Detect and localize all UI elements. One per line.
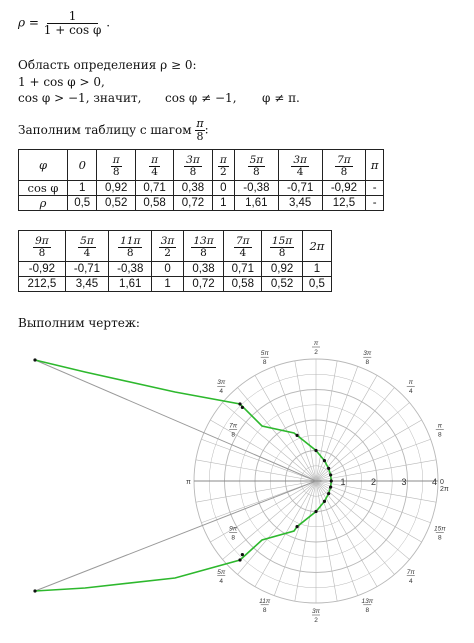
domain-title: Область определения ρ ≥ 0: (18, 58, 197, 72)
table2-rho-4: 0,72 (183, 277, 224, 292)
curve-point-11 (323, 500, 326, 503)
angle-label-7-den: 8 (231, 534, 235, 542)
table1-header-7-fraction (335, 155, 353, 178)
two-pi-label: 2π (440, 486, 449, 493)
domain-condition-2c: φ ≠ π. (262, 91, 300, 105)
table1-header-5-num: 5π (249, 153, 264, 166)
angle-label-0-den: 2 (314, 349, 318, 356)
table2-cos-3: 0 (152, 262, 183, 277)
curve-point-6 (314, 449, 317, 452)
table2-header-2 (109, 231, 152, 262)
angle-label-6-num: π (437, 422, 442, 430)
table2-rho-6: 0,52 (262, 277, 303, 292)
angle-label-10-num: 7π (406, 568, 415, 576)
curve-point-0 (33, 358, 36, 361)
table2-header-5 (224, 231, 262, 262)
angle-label-3-num: 3π (217, 379, 226, 387)
formula-denominator: 1 + cos φ (43, 22, 102, 37)
table2-header-4-num: 13π (193, 234, 214, 247)
table2-header-4-den: 8 (200, 247, 207, 259)
table1-rho-5: 1,61 (234, 196, 278, 211)
pi-label: π (186, 479, 191, 486)
table2-header-6-fraction (270, 236, 294, 259)
table2-header-1-den: 4 (83, 247, 91, 259)
angle-label-7 (229, 525, 238, 541)
table2-rho-3: 1 (152, 277, 183, 292)
angle-label-0 (312, 340, 320, 356)
curve-point-9 (329, 485, 332, 488)
angle-label-1-den: 8 (262, 359, 267, 367)
guide-line-7pi-8 (35, 360, 316, 481)
table2-header-3-den: 2 (164, 247, 171, 259)
values-table-1 (18, 149, 384, 211)
table2-header-0-num: 9π (35, 234, 49, 247)
angle-label-11 (259, 598, 271, 614)
table1-rho-2: 0,58 (135, 196, 173, 211)
domain-condition-2a: cos φ > −1, значит, (18, 91, 142, 105)
table1-rho-3: 0,72 (174, 196, 212, 211)
table1-header-7-den: 8 (340, 166, 348, 178)
angle-label-6 (436, 423, 444, 439)
angle-label-8-den: 8 (437, 534, 442, 542)
domain-condition-2b: cos φ ≠ −1, (165, 91, 237, 105)
angle-label-3 (217, 379, 226, 395)
table2-header-6-den: 8 (278, 247, 286, 259)
table1-cos-5: -0,38 (234, 181, 278, 196)
table1-rho-8: - (366, 196, 384, 211)
angle-label-12-num: 13π (361, 597, 374, 605)
table1-header-5-fraction (248, 155, 266, 178)
table2-header-7: 2π (302, 231, 331, 262)
table1-phi-label: φ (19, 150, 68, 181)
domain-condition-1: 1 + cos φ > 0, (18, 75, 105, 89)
table1-header-5 (234, 150, 278, 181)
curve-point-8 (241, 406, 244, 409)
curve-point-16 (238, 558, 241, 561)
table1-header-0: 0 (68, 150, 97, 181)
table2-header-6-num: 15π (271, 234, 293, 247)
angle-label-11-den: 8 (262, 606, 267, 614)
table2-cos-7: 1 (302, 262, 331, 277)
table1-header-4-den: 2 (219, 166, 227, 178)
table2-rho-7: 0,5 (302, 277, 331, 292)
zero-label: 0 (440, 479, 444, 486)
table1-header-5-den: 8 (253, 166, 260, 178)
angle-label-9-num: 5π (217, 568, 226, 576)
table1-header-4-num: π (219, 153, 227, 166)
curve-point-5 (323, 459, 326, 462)
angle-label-13 (312, 608, 321, 624)
angle-label-2-num: 3π (363, 350, 372, 358)
table2-header-5-num: 7π (235, 234, 250, 247)
table2-header-2-num: 11π (120, 234, 141, 247)
angle-label-12-den: 8 (365, 606, 370, 614)
curve-point-1 (33, 589, 36, 592)
table1-header-6-den: 4 (296, 166, 304, 178)
table1-header-1-den: 8 (112, 166, 120, 178)
table2-cos-5: 0,71 (224, 262, 262, 277)
table1-cos-label: cos φ (19, 181, 68, 196)
table2-rho-0: 212,5 (19, 277, 66, 292)
table1-header-3-den: 8 (189, 166, 197, 178)
angle-label-4-num: π (408, 379, 413, 387)
table2-header-1-fraction (78, 236, 96, 259)
table1-header-6-fraction (291, 155, 309, 178)
table1-rho-7: 12,5 (322, 196, 366, 211)
table-intro-num: π (196, 117, 204, 130)
table2-header-3-num: 3π (160, 234, 175, 247)
curve-point-3 (329, 473, 332, 476)
angle-label-0-num: π (313, 340, 319, 347)
angle-label-13-num: 3π (312, 608, 320, 615)
table2-header-2-fraction (118, 236, 142, 259)
table2-cos-1: -0,71 (65, 262, 108, 277)
angle-label-10 (407, 569, 416, 585)
table1-header-6 (278, 150, 322, 181)
table2-header-6 (262, 231, 303, 262)
angle-label-2 (363, 350, 372, 366)
table2-rho-2: 1,61 (109, 277, 152, 292)
table1-header-3-num: 3π (186, 153, 200, 166)
values-table-2 (18, 230, 332, 292)
table1-cos-0: 1 (68, 181, 97, 196)
angle-label-13-den: 2 (314, 617, 318, 624)
table-intro-step (195, 118, 204, 142)
polar-grid (35, 359, 438, 603)
angle-label-9 (217, 569, 226, 585)
curve-point-14 (241, 553, 244, 556)
table2-header-5-den: 4 (239, 247, 247, 259)
formula-fraction (43, 10, 103, 36)
table1-header-3 (174, 150, 212, 181)
radial-label-2: 2 (371, 477, 377, 487)
curve-point-13 (295, 525, 298, 528)
table2-cos-4: 0,38 (183, 262, 224, 277)
table1-rho-1: 0,52 (97, 196, 135, 211)
table2-rho-1: 3,45 (65, 277, 108, 292)
angle-label-1 (261, 350, 270, 366)
table-intro-end: : (204, 122, 209, 137)
table2-header-3-fraction (159, 236, 177, 259)
table2-cos-6: 0,92 (262, 262, 303, 277)
angle-label-9-den: 4 (219, 577, 224, 585)
table1-header-2 (135, 150, 173, 181)
formula-numerator: 1 (47, 10, 99, 24)
angle-label-5-den: 8 (231, 431, 235, 439)
radial-label-3: 3 (401, 477, 407, 487)
curve-point-10 (327, 492, 330, 495)
curve-point-15 (238, 402, 241, 405)
angle-label-2-den: 8 (365, 359, 370, 367)
table1-header-3-fraction (184, 155, 202, 178)
table1-header-6-num: 3π (293, 153, 307, 166)
angle-label-4-den: 4 (408, 388, 413, 396)
table2-header-4-fraction (191, 236, 215, 259)
formula-end: . (106, 15, 111, 30)
table1-cos-8: - (366, 181, 384, 196)
table1-cos-4: 0 (212, 181, 234, 196)
rho-formula (18, 10, 110, 36)
table2-header-5-fraction (234, 236, 252, 259)
angle-label-11-num: 11π (259, 597, 271, 605)
angle-label-4 (407, 379, 415, 395)
curve-point-2 (330, 479, 333, 482)
table1-header-4-fraction (218, 155, 229, 178)
angle-label-3-den: 4 (219, 388, 224, 396)
table1-header-7 (322, 150, 366, 181)
table2-header-0-den: 8 (38, 247, 46, 259)
table1-header-2-fraction (149, 155, 160, 178)
table1-header-2-den: 4 (151, 166, 158, 178)
table1-header-2-num: π (151, 153, 159, 166)
angle-label-12 (361, 598, 373, 614)
angle-label-1-num: 5π (260, 350, 269, 358)
table1-rho-4: 1 (212, 196, 234, 211)
polar-plot (0, 330, 474, 643)
table2-header-1-num: 5π (80, 234, 94, 247)
table2-rho-5: 0,58 (224, 277, 262, 292)
table1-cos-6: -0,71 (278, 181, 322, 196)
table2-header-2-den: 8 (126, 247, 134, 259)
table-intro (18, 118, 209, 142)
table2-header-0 (19, 231, 66, 262)
table1-rho-6: 3,45 (278, 196, 322, 211)
table1-header-1 (97, 150, 135, 181)
angle-label-5-num: 7π (229, 422, 238, 430)
table1-header-4 (212, 150, 234, 181)
drawing-title: Выполним чертеж: (18, 316, 140, 330)
angle-label-8 (434, 525, 446, 541)
table1-rho-label: ρ (19, 196, 68, 211)
table2-header-1 (65, 231, 108, 262)
table-intro-text: Заполним таблицу с шагом (18, 123, 192, 138)
curve-point-12 (314, 510, 317, 513)
table1-cos-7: -0,92 (322, 181, 366, 196)
angle-label-6-den: 8 (437, 431, 442, 439)
formula-lhs: ρ = (18, 15, 39, 30)
table2-header-0-fraction (33, 236, 51, 259)
angle-label-8-num: 15π (434, 525, 446, 533)
radial-label-4: 4 (432, 477, 438, 487)
table1-cos-2: 0,71 (135, 181, 173, 196)
table1-header-7-num: 7π (337, 153, 351, 166)
table1-header-1-num: π (112, 153, 120, 166)
angle-label-7-num: 9π (229, 525, 238, 533)
table1-cos-1: 0,92 (97, 181, 135, 196)
table2-cos-0: -0,92 (19, 262, 66, 277)
curve-point-4 (327, 467, 330, 470)
radial-label-1: 1 (340, 477, 346, 487)
table1-header-8: π (366, 150, 384, 181)
table2-cos-2: -0,38 (109, 262, 152, 277)
table-intro-den: 8 (196, 129, 204, 143)
table2-header-4 (183, 231, 224, 262)
table1-cos-3: 0,38 (174, 181, 212, 196)
table2-header-3 (152, 231, 183, 262)
table1-header-1-fraction (111, 155, 122, 178)
curve-point-7 (295, 434, 298, 437)
table1-rho-0: 0,5 (68, 196, 97, 211)
angle-label-10-den: 4 (408, 577, 413, 585)
